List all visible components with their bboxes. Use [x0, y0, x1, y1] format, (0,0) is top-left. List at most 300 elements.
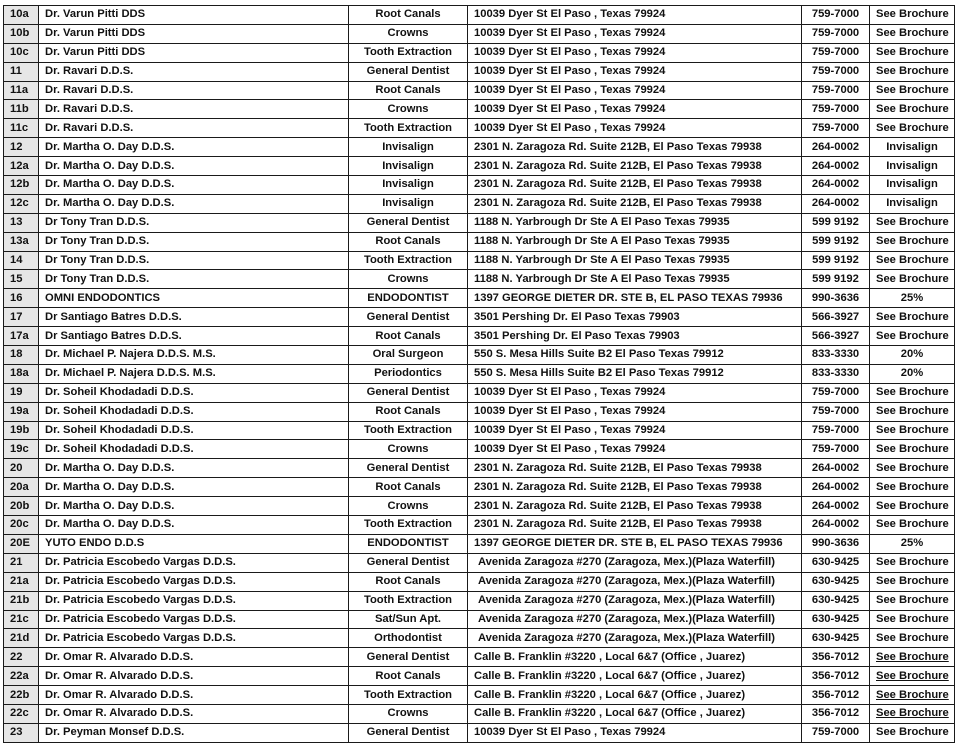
address: 1397 GEORGE DIETER DR. STE B, EL PASO TEXAS 79936 — [474, 291, 783, 304]
row-id: 19 — [10, 386, 23, 399]
specialty: Root Canals — [375, 480, 441, 493]
specialty-cell — [349, 62, 468, 81]
address-cell — [468, 346, 802, 365]
table-row — [4, 232, 955, 251]
phone-number-cell — [802, 478, 870, 497]
address: 550 S. Mesa Hills Suite B2 El Paso Texas 79912 — [474, 367, 724, 380]
table-row — [4, 43, 955, 62]
see-brochure-link[interactable]: See Brochure — [876, 688, 949, 701]
table-row — [4, 440, 955, 459]
specialty-cell — [349, 157, 468, 176]
offer-cell — [870, 591, 955, 610]
offer: See Brochure — [876, 65, 949, 78]
row-id-cell — [4, 157, 39, 176]
offer: See Brochure — [876, 556, 949, 569]
offer-cell — [870, 572, 955, 591]
phone-number: 759-7000 — [811, 726, 860, 739]
address-cell — [468, 157, 802, 176]
address-cell — [468, 591, 802, 610]
offer: See Brochure — [876, 631, 949, 644]
phone-number-cell — [802, 176, 870, 195]
row-id: 19b — [10, 424, 30, 437]
specialty: General Dentist — [366, 461, 450, 474]
offer-cell — [870, 157, 955, 176]
dentist-name: OMNI ENDODONTICS — [45, 291, 160, 304]
offer-cell — [870, 629, 955, 648]
dentist-name-cell — [39, 289, 349, 308]
specialty-cell — [349, 497, 468, 516]
table-row — [4, 402, 955, 421]
row-id-cell — [4, 176, 39, 195]
table-row — [4, 383, 955, 402]
offer-cell — [870, 440, 955, 459]
address-cell — [468, 138, 802, 157]
phone-number: 599 9192 — [812, 254, 859, 267]
offer: Invisalign — [886, 197, 938, 210]
row-id: 22a — [10, 669, 29, 682]
specialty-cell — [349, 383, 468, 402]
table-row — [4, 119, 955, 138]
dentist-name: Dr. Patricia Escobedo Vargas D.D.S. — [45, 612, 236, 625]
dentist-name-cell — [39, 100, 349, 119]
phone-number: 630-9425 — [811, 612, 860, 625]
dentist-name-cell — [39, 534, 349, 553]
offer-cell — [870, 251, 955, 270]
see-brochure-link[interactable]: See Brochure — [876, 707, 949, 720]
specialty-cell — [349, 667, 468, 686]
offer: See Brochure — [876, 726, 949, 739]
dentist-name: Dr. Varun Pitti DDS — [45, 27, 146, 40]
address-cell — [468, 119, 802, 138]
table-row — [4, 610, 955, 629]
address-cell — [468, 100, 802, 119]
address: 10039 Dyer St El Paso , Texas 79924 — [474, 8, 666, 21]
address-cell — [468, 402, 802, 421]
dentist-name-cell — [39, 232, 349, 251]
table-row — [4, 421, 955, 440]
dentist-name: Dr. Omar R. Alvarado D.D.S. — [45, 688, 194, 701]
phone-number-cell — [802, 6, 870, 25]
specialty-cell — [349, 100, 468, 119]
address-cell — [468, 308, 802, 327]
address: 2301 N. Zaragoza Rd. Suite 212B, El Paso Texas 79938 — [474, 499, 762, 512]
phone-number-cell — [802, 497, 870, 516]
specialty: Invisalign — [382, 140, 434, 153]
phone-number-cell — [802, 43, 870, 62]
offer-cell — [870, 308, 955, 327]
dentist-name: Dr. Martha O. Day D.D.S. — [45, 480, 175, 493]
phone-number: 264-0002 — [811, 518, 860, 531]
phone-number: 759-7000 — [811, 8, 860, 21]
address-cell — [468, 629, 802, 648]
phone-number-cell — [802, 572, 870, 591]
specialty-cell — [349, 686, 468, 705]
address: 2301 N. Zaragoza Rd. Suite 212B, El Paso Texas 79938 — [474, 140, 762, 153]
phone-number: 630-9425 — [811, 631, 860, 644]
dentist-name: Dr. Ravari D.D.S. — [45, 65, 134, 78]
specialty-cell — [349, 704, 468, 723]
phone-number: 630-9425 — [811, 594, 860, 607]
specialty: Tooth Extraction — [363, 688, 453, 701]
specialty-cell — [349, 251, 468, 270]
address: Avenida Zaragoza #270 (Zaragoza, Mex.)(Plaza Waterfill) — [478, 594, 775, 607]
dentist-name-cell — [39, 478, 349, 497]
specialty-cell — [349, 478, 468, 497]
row-id: 21 — [10, 556, 23, 569]
dentist-name-cell — [39, 704, 349, 723]
table-row — [4, 497, 955, 516]
table-row — [4, 327, 955, 346]
specialty-cell — [349, 176, 468, 195]
phone-number-cell — [802, 553, 870, 572]
address: 2301 N. Zaragoza Rd. Suite 212B, El Paso Texas 79938 — [474, 518, 762, 531]
specialty: Tooth Extraction — [363, 424, 453, 437]
offer: See Brochure — [876, 518, 949, 531]
dentist-name: Dr. Ravari D.D.S. — [45, 121, 134, 134]
dentist-name-cell — [39, 629, 349, 648]
offer-cell — [870, 232, 955, 251]
dentist-name: Dr. Varun Pitti DDS — [45, 46, 146, 59]
table-row — [4, 100, 955, 119]
phone-number: 356-7012 — [811, 688, 860, 701]
dentist-name-cell — [39, 6, 349, 25]
specialty-cell — [349, 534, 468, 553]
address: 1188 N. Yarbrough Dr Ste A El Paso Texas 79935 — [474, 272, 730, 285]
specialty: General Dentist — [366, 386, 450, 399]
dentist-name: Dr. Martha O. Day D.D.S. — [45, 499, 175, 512]
dentist-name: Dr. Patricia Escobedo Vargas D.D.S. — [45, 594, 236, 607]
address-cell — [468, 251, 802, 270]
phone-number-cell — [802, 364, 870, 383]
offer: See Brochure — [876, 102, 949, 115]
phone-number-cell — [802, 157, 870, 176]
row-id-cell — [4, 81, 39, 100]
dentist-name: Dr. Omar R. Alvarado D.D.S. — [45, 669, 194, 682]
offer: See Brochure — [876, 8, 949, 21]
dentist-name-cell — [39, 194, 349, 213]
specialty-cell — [349, 591, 468, 610]
phone-number-cell — [802, 119, 870, 138]
table-row — [4, 478, 955, 497]
phone-number: 759-7000 — [811, 386, 860, 399]
address: 2301 N. Zaragoza Rd. Suite 212B, El Paso Texas 79938 — [474, 480, 762, 493]
phone-number-cell — [802, 402, 870, 421]
offer-cell — [870, 24, 955, 43]
offer: See Brochure — [876, 254, 949, 267]
table-row — [4, 157, 955, 176]
offer-cell — [870, 534, 955, 553]
row-id: 20b — [10, 499, 30, 512]
table-row — [4, 6, 955, 25]
specialty-cell — [349, 6, 468, 25]
row-id-cell — [4, 251, 39, 270]
row-id-cell — [4, 591, 39, 610]
phone-number-cell — [802, 421, 870, 440]
table-row — [4, 213, 955, 232]
address-cell — [468, 24, 802, 43]
table-row — [4, 24, 955, 43]
row-id-cell — [4, 572, 39, 591]
address: 10039 Dyer St El Paso , Texas 79924 — [474, 84, 666, 96]
row-id-cell — [4, 138, 39, 157]
table-row — [4, 81, 955, 100]
phone-number: 759-7000 — [811, 65, 860, 78]
address: Calle B. Franklin #3220 , Local 6&7 (Office , Juarez) — [474, 707, 746, 720]
row-id: 12c — [10, 197, 29, 210]
row-id: 12 — [10, 140, 23, 153]
dentist-name: Dr Tony Tran D.D.S. — [45, 235, 150, 248]
address: 2301 N. Zaragoza Rd. Suite 212B, El Paso Texas 79938 — [474, 178, 762, 191]
address-cell — [468, 270, 802, 289]
offer-cell — [870, 81, 955, 100]
offer-cell — [870, 327, 955, 346]
specialty: Invisalign — [382, 178, 434, 191]
row-id: 13a — [10, 235, 29, 248]
phone-number: 264-0002 — [811, 499, 860, 512]
address-cell — [468, 497, 802, 516]
offer: 25% — [900, 291, 924, 304]
offer-cell — [870, 43, 955, 62]
phone-number-cell — [802, 667, 870, 686]
phone-number-cell — [802, 232, 870, 251]
phone-number-cell — [802, 686, 870, 705]
address: 2301 N. Zaragoza Rd. Suite 212B, El Paso Texas 79938 — [474, 159, 762, 172]
phone-number-cell — [802, 24, 870, 43]
dentist-name-cell — [39, 459, 349, 478]
address-cell — [468, 232, 802, 251]
specialty-cell — [349, 43, 468, 62]
address: 10039 Dyer St El Paso , Texas 79924 — [474, 102, 666, 115]
address-cell — [468, 194, 802, 213]
phone-number-cell — [802, 591, 870, 610]
dentist-name: Dr. Martha O. Day D.D.S. — [45, 197, 175, 210]
row-id-cell — [4, 534, 39, 553]
table-row — [4, 572, 955, 591]
phone-number-cell — [802, 629, 870, 648]
row-id-cell — [4, 364, 39, 383]
phone-number: 990-3636 — [811, 537, 860, 550]
row-id-cell — [4, 629, 39, 648]
table-row — [4, 289, 955, 308]
specialty: Root Canals — [375, 575, 441, 588]
phone-number: 264-0002 — [811, 480, 860, 493]
specialty: Crowns — [387, 442, 429, 455]
phone-number: 833-3330 — [811, 367, 860, 380]
dentist-name-cell — [39, 591, 349, 610]
specialty-cell — [349, 610, 468, 629]
address: Avenida Zaragoza #270 (Zaragoza, Mex.)(Plaza Waterfill) — [478, 575, 775, 588]
row-id-cell — [4, 100, 39, 119]
phone-number-cell — [802, 516, 870, 535]
dentist-name: Dr. Ravari D.D.S. — [45, 84, 134, 96]
specialty-cell — [349, 516, 468, 535]
phone-number-cell — [802, 327, 870, 346]
phone-number: 566-3927 — [811, 310, 860, 323]
table-row — [4, 686, 955, 705]
specialty: Root Canals — [375, 235, 441, 248]
specialty: General Dentist — [366, 310, 450, 323]
specialty: ENDODONTIST — [367, 537, 449, 550]
address: 1188 N. Yarbrough Dr Ste A El Paso Texas 79935 — [474, 216, 730, 229]
phone-number: 759-7000 — [811, 121, 860, 134]
specialty: Crowns — [387, 707, 429, 720]
address-cell — [468, 459, 802, 478]
row-id: 21c — [10, 612, 29, 625]
offer-cell — [870, 62, 955, 81]
row-id-cell — [4, 402, 39, 421]
row-id-cell — [4, 686, 39, 705]
offer-cell — [870, 553, 955, 572]
phone-number: 599 9192 — [812, 235, 859, 248]
row-id: 10c — [10, 46, 29, 59]
dentist-name: Dr. Peyman Monsef D.D.S. — [45, 726, 185, 739]
dentist-name: Dr. Varun Pitti DDS — [45, 8, 146, 21]
address-cell — [468, 176, 802, 195]
offer-cell — [870, 497, 955, 516]
offer: Invisalign — [886, 140, 938, 153]
row-id-cell — [4, 232, 39, 251]
offer-cell — [870, 459, 955, 478]
phone-number-cell — [802, 459, 870, 478]
row-id: 20c — [10, 518, 29, 531]
row-id: 17a — [10, 329, 29, 342]
row-id: 20E — [10, 537, 30, 550]
row-id-cell — [4, 459, 39, 478]
dentist-name: Dr Tony Tran D.D.S. — [45, 254, 150, 267]
specialty: Invisalign — [382, 159, 434, 172]
specialty: Invisalign — [382, 197, 434, 210]
dentist-name: Dr. Martha O. Day D.D.S. — [45, 178, 175, 191]
specialty: Tooth Extraction — [363, 121, 453, 134]
offer: 20% — [900, 348, 924, 361]
row-id: 23 — [10, 726, 23, 739]
offer-cell — [870, 383, 955, 402]
phone-number: 759-7000 — [811, 102, 860, 115]
phone-number-cell — [802, 383, 870, 402]
phone-number: 599 9192 — [812, 216, 859, 229]
address-cell — [468, 686, 802, 705]
offer: See Brochure — [876, 329, 949, 342]
row-id-cell — [4, 421, 39, 440]
specialty-cell — [349, 648, 468, 667]
address: 10039 Dyer St El Paso , Texas 79924 — [474, 46, 666, 59]
see-brochure-link[interactable]: See Brochure — [876, 669, 949, 682]
dentist-name: Dr. Soheil Khodadadi D.D.S. — [45, 442, 194, 455]
table-row — [4, 591, 955, 610]
table-row — [4, 704, 955, 723]
dentist-name: YUTO ENDO D.D.S — [45, 537, 145, 550]
offer-cell — [870, 478, 955, 497]
table-row — [4, 459, 955, 478]
phone-number-cell — [802, 723, 870, 742]
address-cell — [468, 6, 802, 25]
row-id: 19a — [10, 405, 29, 418]
phone-number: 759-7000 — [811, 46, 860, 59]
row-id: 20a — [10, 480, 29, 493]
table-row — [4, 176, 955, 195]
address-cell — [468, 534, 802, 553]
offer-cell — [870, 270, 955, 289]
specialty: Tooth Extraction — [363, 46, 453, 59]
dentist-name: Dr Tony Tran D.D.S. — [45, 216, 150, 229]
address: 10039 Dyer St El Paso , Texas 79924 — [474, 726, 666, 739]
specialty-cell — [349, 289, 468, 308]
address: 1188 N. Yarbrough Dr Ste A El Paso Texas 79935 — [474, 254, 730, 267]
offer: See Brochure — [876, 424, 949, 437]
table-row — [4, 308, 955, 327]
phone-number-cell — [802, 308, 870, 327]
table-row — [4, 62, 955, 81]
offer-cell — [870, 213, 955, 232]
specialty-cell — [349, 270, 468, 289]
phone-number-cell — [802, 62, 870, 81]
row-id: 17 — [10, 310, 23, 323]
offer-cell — [870, 421, 955, 440]
phone-number: 759-7000 — [811, 442, 860, 455]
table-row — [4, 516, 955, 535]
specialty-cell — [349, 24, 468, 43]
dentist-name-cell — [39, 308, 349, 327]
address-cell — [468, 327, 802, 346]
row-id-cell — [4, 62, 39, 81]
specialty: Root Canals — [375, 405, 441, 418]
address-cell — [468, 648, 802, 667]
phone-number-cell — [802, 346, 870, 365]
address-cell — [468, 213, 802, 232]
offer: See Brochure — [876, 84, 949, 96]
dentist-name-cell — [39, 648, 349, 667]
table-row — [4, 723, 955, 742]
specialty-cell — [349, 402, 468, 421]
dentist-name: Dr. Michael P. Najera D.D.S. M.S. — [45, 367, 216, 380]
phone-number: 264-0002 — [811, 159, 860, 172]
phone-number: 630-9425 — [811, 575, 860, 588]
table-row — [4, 534, 955, 553]
specialty: General Dentist — [366, 65, 450, 78]
row-id-cell — [4, 667, 39, 686]
row-id: 21a — [10, 575, 29, 588]
dentist-name-cell — [39, 81, 349, 100]
specialty: Root Canals — [375, 329, 441, 342]
row-id-cell — [4, 43, 39, 62]
phone-number-cell — [802, 704, 870, 723]
address-cell — [468, 723, 802, 742]
specialty: Orthodontist — [374, 631, 442, 644]
offer: See Brochure — [876, 235, 949, 248]
dentist-name: Dr. Martha O. Day D.D.S. — [45, 518, 175, 531]
offer-cell — [870, 194, 955, 213]
row-id-cell — [4, 478, 39, 497]
row-id: 10b — [10, 27, 30, 40]
dentist-name: Dr. Patricia Escobedo Vargas D.D.S. — [45, 556, 236, 569]
dentist-name: Dr Tony Tran D.D.S. — [45, 272, 150, 285]
specialty-cell — [349, 346, 468, 365]
specialty-cell — [349, 459, 468, 478]
offer: 20% — [900, 367, 924, 380]
see-brochure-link[interactable]: See Brochure — [876, 650, 949, 663]
address: Calle B. Franklin #3220 , Local 6&7 (Office , Juarez) — [474, 650, 746, 663]
dentist-name: Dr. Martha O. Day D.D.S. — [45, 461, 175, 474]
specialty: Tooth Extraction — [363, 594, 453, 607]
address: Calle B. Franklin #3220 , Local 6&7 (Office , Juarez) — [474, 669, 746, 682]
address-cell — [468, 383, 802, 402]
phone-number-cell — [802, 213, 870, 232]
address-cell — [468, 610, 802, 629]
dentist-name: Dr. Soheil Khodadadi D.D.S. — [45, 386, 194, 399]
dentist-directory-table — [3, 5, 955, 743]
phone-number: 264-0002 — [811, 197, 860, 210]
address-cell — [468, 81, 802, 100]
